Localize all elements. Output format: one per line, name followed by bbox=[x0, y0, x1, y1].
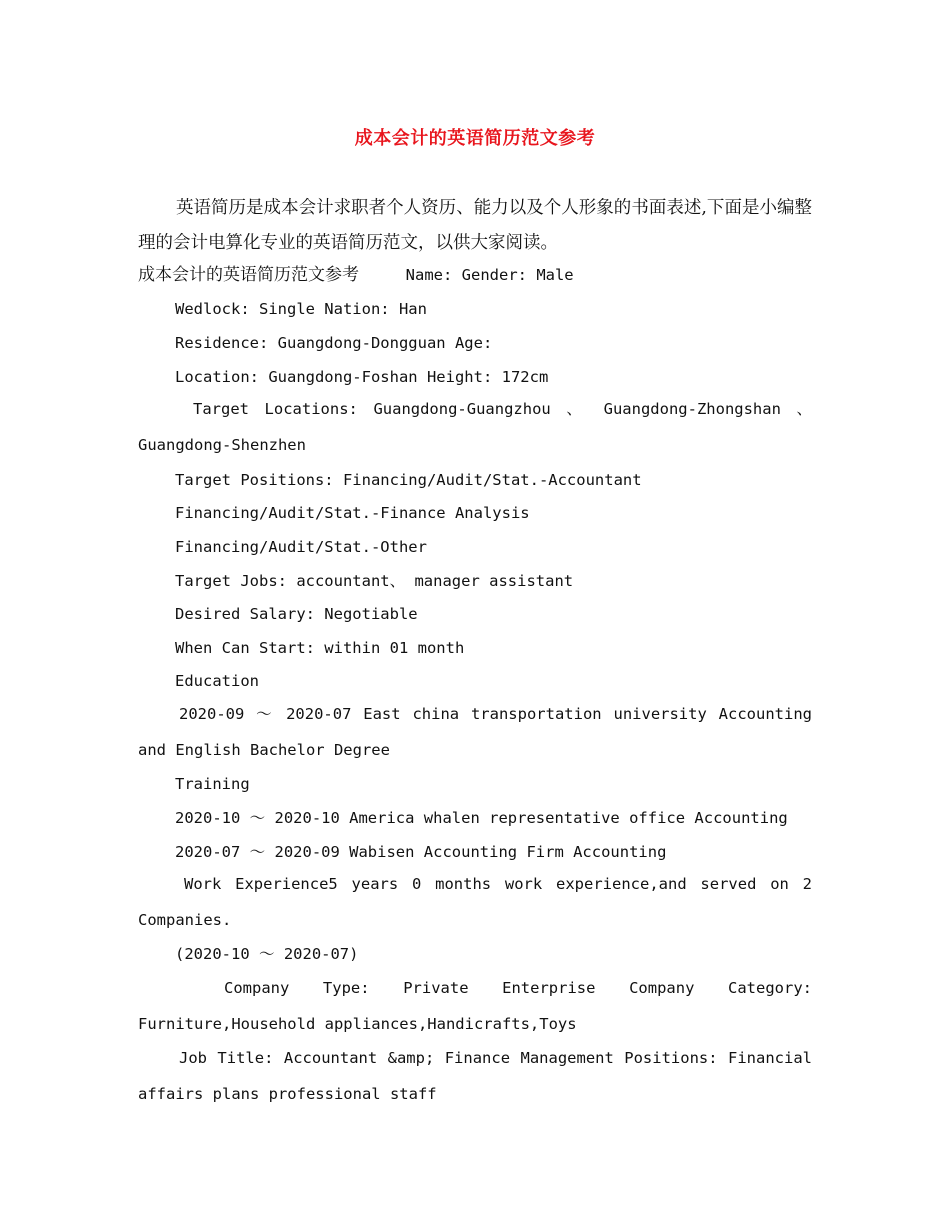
finance-other-line: Financing/Audit/Stat.-Other bbox=[175, 538, 427, 556]
job-title-line-1: Job Title: Accountant &amp; Finance Management Positions: Financial bbox=[179, 1049, 812, 1067]
residence-line: Residence: Guangdong-Dongguan Age: bbox=[175, 334, 493, 352]
job-title-line-2: affairs plans professional staff bbox=[138, 1085, 437, 1103]
intro-paragraph: 英语简历是成本会计求职者个人资历、能力以及个人形象的书面表述,下面是小编整理的会计电算化专业的英语简历范文，以供大家阅读。 bbox=[138, 198, 812, 253]
employment-period-line: (2020-10 ～ 2020-07) bbox=[175, 945, 359, 963]
company-line-1: Company Type: Private Enterprise Company Category: bbox=[224, 979, 812, 997]
location-line: Location: Guangdong-Foshan Height: 172cm bbox=[175, 368, 549, 386]
target-locations-line-2: Guangdong-Shenzhen bbox=[138, 436, 306, 454]
education-line-1: 2020-09 ～ 2020-07 East china transportation university Accounting bbox=[179, 705, 812, 723]
wedlock-line: Wedlock: Single Nation: Han bbox=[175, 300, 427, 318]
work-experience-line-1: Work Experience5 years 0 months work experience,and served on 2 bbox=[184, 875, 812, 893]
company-line-2: Furniture,Household appliances,Handicrafts,Toys bbox=[138, 1015, 577, 1033]
resume-heading-cn: 成本会计的英语简历范文参考 bbox=[138, 265, 359, 285]
resume-heading-en: Name: Gender: Male bbox=[405, 266, 574, 284]
education-line-2: and English Bachelor Degree bbox=[138, 741, 390, 759]
work-experience-paragraph bbox=[138, 866, 812, 938]
target-locations-line-1: Target Locations: Guangdong-Guangzhou 、 Guangdong-Zhongshan 、 bbox=[193, 400, 812, 418]
education-heading: Education bbox=[175, 672, 259, 690]
when-can-start-line: When Can Start: within 01 month bbox=[175, 639, 465, 657]
target-jobs-line: Target Jobs: accountant、 manager assistant bbox=[175, 572, 574, 590]
education-paragraph bbox=[138, 696, 812, 768]
resume-heading-line bbox=[138, 265, 574, 285]
training-heading: Training bbox=[175, 775, 250, 793]
company-paragraph bbox=[138, 970, 812, 1042]
target-positions-line: Target Positions: Financing/Audit/Stat.-Accountant bbox=[175, 471, 642, 489]
finance-analysis-line: Financing/Audit/Stat.-Finance Analysis bbox=[175, 504, 530, 522]
desired-salary-line: Desired Salary: Negotiable bbox=[175, 605, 418, 623]
work-experience-line-2: Companies. bbox=[138, 911, 232, 929]
document-title: 成本会计的英语简历范文参考 bbox=[354, 128, 596, 149]
target-locations-paragraph bbox=[138, 391, 812, 463]
training-line-1: 2020-10 ～ 2020-10 America whalen representative office Accounting bbox=[175, 809, 788, 827]
job-title-paragraph bbox=[138, 1040, 812, 1112]
training-line-2: 2020-07 ～ 2020-09 Wabisen Accounting Firm Accounting bbox=[175, 843, 667, 861]
